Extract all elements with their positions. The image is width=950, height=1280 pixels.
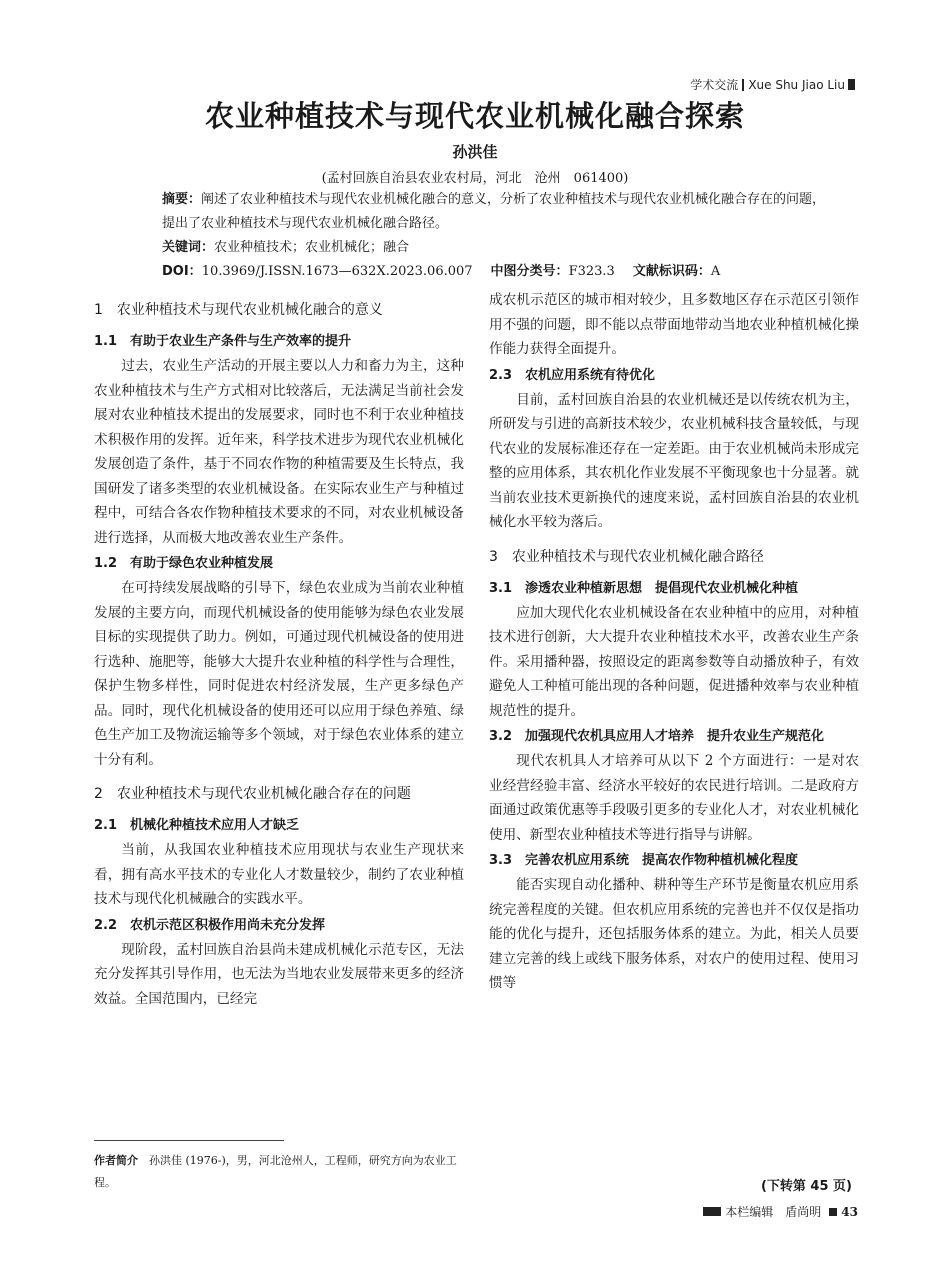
paragraph: 过去，农业生产活动的开展主要以人力和畜力为主，这种农业种植技术与生产方式相对比较落后，无法满足当前社会发展对农业种植技术提出的发展要求，同时也不利于农业种植技术积极作用的发挥。近年来，科学技术进步为现代农业机械化发展创造了条件，基于不同农作物的种植需要及生长特点，我国研发了诸多类型的农业机械设备。在实际农业生产与种植过程中，可结合各农作物种植技术要求的不同，对农业机械设备进行选择，从而极大地改善农业生产条件。 <box>94 358 464 546</box>
divider-bar <box>742 79 744 91</box>
subsection-heading: 3.1 渗透农业种植新思想 提倡现代农业机械化种植 <box>489 580 799 596</box>
paragraph: 在可持续发展战略的引导下，绿色农业成为当前农业种植发展的主要方向，而现代机械设备的使用能够为绿色农业发展目标的实现提供了助力。例如，可通过现代机械设备的使用进行选种、施肥等，能够大大提升农业种植的科学性与合理性，保护生物多样性，同时促进农村经济发展，生产更多绿色产品。同时，现代化机械设备的使用还可以应用于绿色养殖、绿色生产加工及物流运输等多个领域，对于绿色农业体系的建立十分有利。 <box>94 580 464 768</box>
doi-line <box>126 260 836 284</box>
clc-value: F323.3 <box>568 264 615 279</box>
left-column <box>94 288 464 1011</box>
paragraph: 现代农机具人才培养可从以下 2 个方面进行：一是对农业经营经验丰富、经济水平较好的农民进行培训。二是政府方面通过政策优惠等手段吸引更多的专业化人才，对农业机械化使用、新型农业种植技术等进行指导与讲解。 <box>489 753 859 843</box>
abstract-text: 阐述了农业种植技术与现代农业机械化融合的意义，分析了农业种植技术与现代农业机械化融合存在的问题，提出了农业种植技术与现代农业机械化融合路径。 <box>162 192 826 231</box>
subsection-heading: 2.1 机械化种植技术应用人才缺乏 <box>94 818 300 833</box>
section-heading: 2 农业种植技术与现代农业机械化融合存在的问题 <box>94 786 411 802</box>
author-footnote <box>94 1150 464 1194</box>
keywords-text: 农业种植技术；农业机械化；融合 <box>214 240 410 255</box>
paragraph: 能否实现自动化播种、耕种等生产环节是衡量农机应用系统完善程度的关键。但农机应用系统的完善也并不仅仅是指功能的优化与提升，还包括服务体系的建立。为此，相关人员要建立完善的线上或线下服务体系，对农户的使用过程、使用习惯等 <box>489 877 859 991</box>
paragraph: 成农机示范区的城市相对较少，且多数地区存在示范区引领作用不强的问题，即不能以点带面地带动当地农业种植机械化操作能力获得全面提升。 <box>489 292 859 357</box>
column-pinyin: Xue Shu Jiao Liu <box>748 77 845 92</box>
footnote-label: 作者简介 <box>94 1154 138 1167</box>
paragraph: 现阶段，孟村回族自治县尚未建成机械化示范专区，无法充分发挥其引导作用，也无法为当地农业发展带来更多的经济效益。全国范围内，已经完 <box>94 941 464 1007</box>
right-column <box>489 288 859 996</box>
subsection-heading: 1.1 有助于农业生产条件与生产效率的提升 <box>94 334 352 349</box>
subsection-heading: 2.2 农机示范区积极作用尚未充分发挥 <box>94 917 326 933</box>
doi-label: DOI： <box>162 264 202 279</box>
subsection-heading: 2.3 农机应用系统有待优化 <box>489 367 656 383</box>
paragraph: 当前，从我国农业种植技术应用现状与农业生产现状来看，拥有高水平技术的专业化人才数量较少，制约了农业种植技术与现代化机械融合的实践水平。 <box>94 842 464 907</box>
keywords-label: 关键词： <box>162 240 215 255</box>
page-number: 43 <box>841 1204 858 1219</box>
page-footer <box>703 1203 858 1220</box>
abstract-block <box>126 188 836 284</box>
subsection-heading: 3.3 完善农机应用系统 提高农作物种植机械化程度 <box>489 853 799 868</box>
editor-credit: 本栏编辑 盾尚明 <box>725 1205 822 1219</box>
subsection-heading: 3.2 加强现代农机具应用人才培养 提升农业生产规范化 <box>489 729 825 744</box>
footnote-text: 孙洪佳 (1976-)，男，河北沧州人，工程师，研究方向为农业工程。 <box>94 1154 457 1189</box>
subsection-heading: 1.2 有助于绿色农业种植发展 <box>94 556 274 571</box>
abstract <box>126 188 836 236</box>
section-heading: 1 农业种植技术与现代农业机械化融合的意义 <box>94 302 383 318</box>
footnote-divider <box>94 1140 284 1141</box>
square-mark-icon <box>848 79 855 90</box>
abstract-label: 摘要： <box>162 192 202 207</box>
keywords <box>126 236 836 260</box>
column-name: 学术交流 <box>690 78 739 92</box>
doc-code-label: 文献标识码： <box>632 264 711 279</box>
section-heading: 3 农业种植技术与现代农业机械化融合路径 <box>489 548 764 565</box>
footer-block-icon <box>703 1207 721 1216</box>
footer-square-icon <box>829 1208 837 1216</box>
doc-code-value: A <box>710 264 721 279</box>
doi-value: 10.3969/J.ISSN.1673—632X.2023.06.007 <box>201 264 473 279</box>
paragraph: 应加大现代化农业机械设备在农业种植中的应用，对种植技术进行创新，大大提升农业种植技术水平，改善农业生产条件。采用播种器，按照设定的距离参数等自动播放种子，有效避免人工种植可能出现的各种问题，促进播种效率与农业种植规范性的提升。 <box>489 604 859 719</box>
author-affiliation: (孟村回族自治县农业农村局，河北 沧州 061400) <box>321 171 629 186</box>
continued-note: (下转第 45 页) <box>760 1179 852 1194</box>
column-header <box>690 76 855 93</box>
article-title: 农业种植技术与现代农业机械化融合探索 <box>204 99 745 133</box>
paragraph: 目前，孟村回族自治县的农业机械还是以传统农机为主，所研发与引进的高新技术较少，农业机械科技含量较低，与现代农业的发展标准还存在一定差距。由于农业机械尚未形成完整的应用体系，其农机化作业发展不平衡现象也十分显著。就当前农业技术更新换代的速度来说，孟村回族自治县的农业机械化水平较为落后。 <box>489 391 859 530</box>
author-name: 孙洪佳 <box>452 143 498 161</box>
clc-label: 中图分类号： <box>490 264 569 279</box>
